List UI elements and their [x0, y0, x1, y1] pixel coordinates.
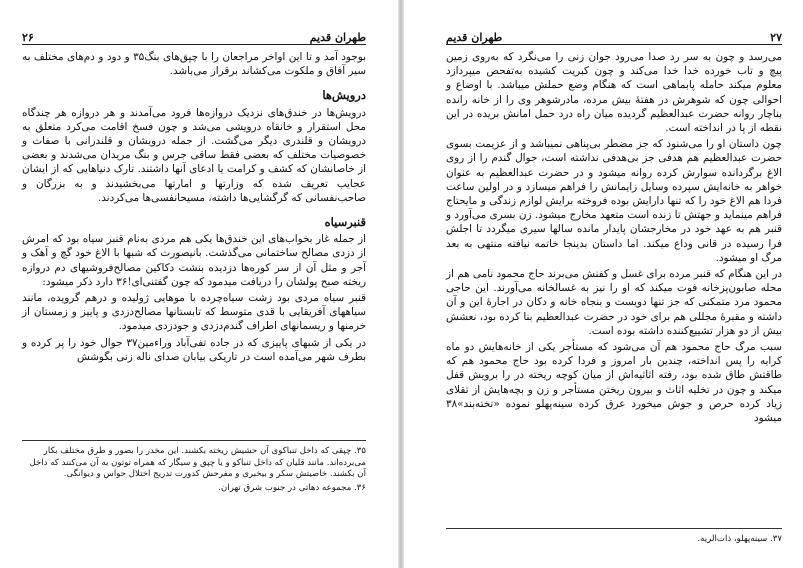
left-page [0, 10, 396, 558]
left-page-number: ۲۶ [22, 31, 34, 44]
paragraph: سبب مرگ حاج محمود هم آن می‌شود که مستأجر یکی از خانه‌هایش دو ماه کرایه را پس انداخته، چندین بار امروز و فردا کرده بود حاج محمود هم که طاقتش طاق شده بود، رفته اثاثیه‌اش از میان کوچه ریخته در را برویش قفل میکند و چون در تخلیه اثاث و بیرون ریختن مستأجر و زن و بچه‌هایش از تقلای زیاد کرده حرص و جوش میخورد عرق کرده سینه‌پهلو نموده «تخته‌بند»۳۸ میشود [446, 341, 782, 425]
right-page-header [446, 28, 782, 45]
right-page [404, 10, 802, 558]
footnote: ۳۶. مجموعه دهاتی در جنوب شرق تهران. [218, 482, 366, 493]
paragraph: در این هنگام که قنبر مرده برای غسل و کفنش می‌برند حاج محمود نامی هم از محله صابون‌پزخانه فوت میکند که او را نیز به غسالخانه می‌آورند. این حاجی محمود مرد متمکنی که جز تنها دویست و بنجاه خانه و دکان در اجارهٔ این و آن داشته و مقبرهٔ مجللی هم برای خود در حضرت عبدالعظیم بنا کرده بود، نعشش بیش از دو هزار تشییع‌کننده داشته بوده است. [446, 268, 782, 337]
paragraph: می‌رسد و چون به سر رد صدا می‌رود جوان زنی را می‌نگرد که به‌روی زمین پیچ و تاب خورده خدا خدا می‌کند و چون کبریت کشیده به‌تفحص میپردازد معلوم میکند حامله پابماهی است که هنگام وضع حملش میباشد. با اوضاع و احوالی چون که شوهرش در هفتهٔ بیش مرده، مادرشوهر وی را از خانه رانده بناچار روانه حضرت عبدالعظیم گردیده میان راه درد حمل امانش بریده در این نقطه از پا در انداخته است. [446, 51, 782, 135]
paragraph: درویش‌ها در خندق‌های نزدیک دروازه‌ها فرود می‌آمدند و هر دروازه هر چندگاه محل استقرار و خانقاه درویشی می‌شد و چون فسخ اقامت می‌کرد متعلق به درویشان و قلندری دیگر می‌گشت. از جمله درویشان و قلندرانی با صفات و خصوصیات مختلف که بعضی فقط ساقی جرس و بنگ مریدان می‌شدند و بعضی از خاصانشان که کشف و کرامت یا ادعای آنها داشتند. تارک دنیاهایی که از ایشان عجایب تعریف شده که وزارتها و امارتها می‌بخشیدند و به بزرگان و صاحب‌نفسانی که گرگشایی‌ها داشته، مسیحانفسی‌ها می‌کردند. [22, 106, 366, 204]
right-page-running-title: طهران قدیم [446, 31, 503, 44]
paragraph: از جمله غار بخواب‌های این خندق‌ها یکی هم مردی به‌نام قنبر سیاه بود که امرش از دزدی مصالح ساختمانی می‌گذشت. بانیصورت که شبها با الاغ خود گچ و آهک و آجر و مثل آن از سر کوره‌ها دزدیده بنشت دکاکین مصالح‌فروشیهای دم دروازه ریخته صبح پولشان را دریافت میدمود که چون گفتنی‌ای!۳۶ دارد ذکر میشود: [22, 233, 366, 288]
paragraph: قنبر سیاه مردی بود زشت سیاه‌چرده با موهایی ژولیده و درهم گرویده، مانند سیاههای آفریقایی با قدی متوسط که تابستانها مصالح‌دزدی و پاییز و زمستان از خرمنها و ریسمانهای اطراف گندم‌دزدی و جودزدی میدمود. [22, 292, 366, 333]
footnote: ۳۷. سینه‌پهلو، ذات‌الریه. [697, 534, 782, 544]
paragraph: در یکی از شبهای پاییزی که در جاده تفی‌آباد وراءمین۳۷ جوال خود را پر کرده و بطرف شهر می‌آمده است در تاریکی بیابان صدای ناله زنی بگوشش [22, 336, 366, 363]
left-page-footnotes [22, 440, 366, 496]
left-page-running-title: طهران قدیم [309, 31, 366, 44]
right-page-body [446, 50, 782, 427]
right-page-number: ۲۷ [770, 31, 782, 44]
paragraph: چون داستان او را می‌شنود که جز مضطر بی‌پناهی نمیباشد و از عزیمت بسوی حضرت عبدالعظیم هم هدفی جز بی‌هدفی نداشته است، جوال گندم را از روی الاغ برگردانده سوارش کرده روانه میشود و در حضرت عبدالعظیم به عنوان خواهر به خانه‌ایش سپرده وسایل زایمانش را فراهم میسازد و در اولین ساعت فردا هم الاغ خود را که تنها دارایش بوده فروخته برایش لوازم زندگی و مایحتاج فراهم مینماید و جهتش تا زنده است متعهد مخارج میشود. زن بسری می‌آورد و قنبر هم به عهد خود در مخارجشان پایدار مانده سالها سیری میگردد تا اجلش فرا رسیده در قانی وداع میکند. اما داستان بدینجا خاتمه نیافته منتهی به بعد مرگ او میشود. [446, 138, 782, 264]
section-title-ghanbar-siah: قنبرسیاه [324, 215, 366, 230]
footnote: ۳۵. چپقی که داخل تنباکوی آن حشیش ریخته بکشند. این مخدر را بصور و طرق مختلف بکار می‌برده‌اند. مانند قلیان که داخل تنباکو و یا چپق و سیگار که همراه توتون به آن می‌کنند که داخل آن بکشند. خاصیتش سکر و بیخبری و مفرحش کدورت تدریج اختلال حواس و دیوانگی. [29, 446, 366, 480]
left-page-body [22, 50, 366, 366]
right-page-footnotes [446, 528, 782, 548]
left-page-header [22, 28, 366, 45]
paragraph: بوجود آمد و تا این اواخر مراجعان را با چپق‌های بنگ۳۵ و دود و دم‌های مختلف به سیر آفاق و ملکوت می‌کشاند برقرار می‌باشد. [22, 51, 366, 78]
section-title-darvishha: درویش‌ها [322, 88, 366, 103]
